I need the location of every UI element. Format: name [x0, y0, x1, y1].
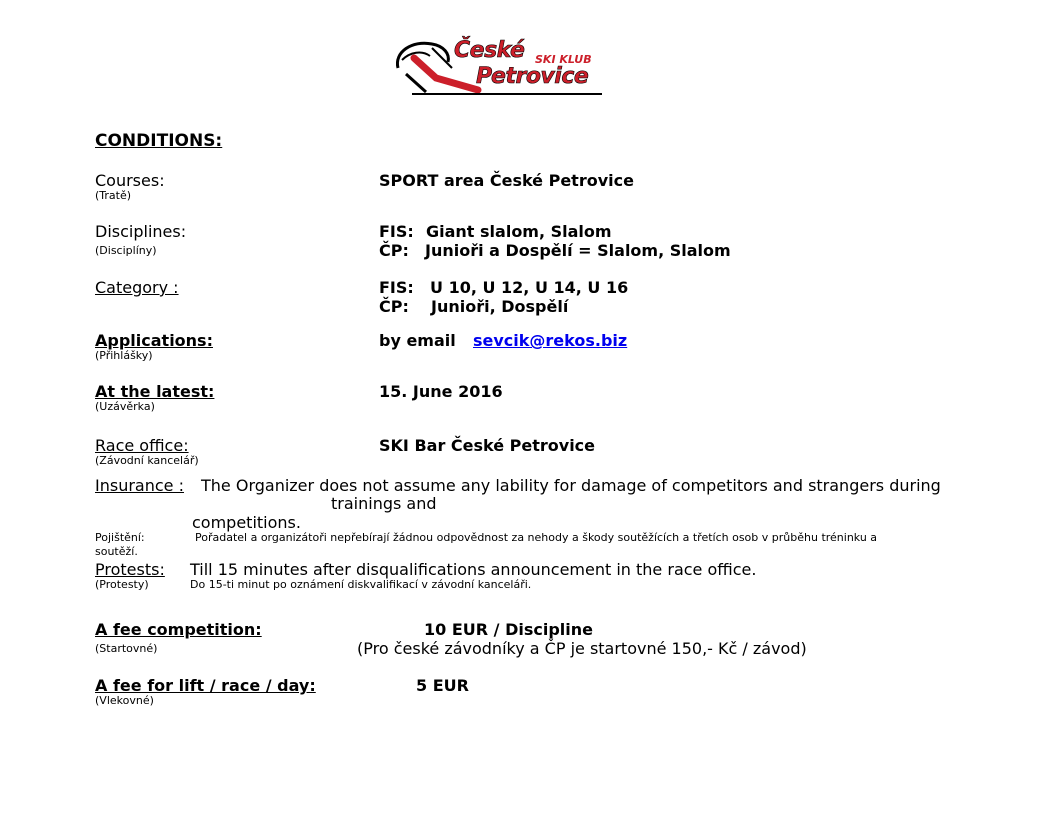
- applications-label: Applications:: [95, 331, 213, 350]
- fee-lift-sub: (Vlekovné): [95, 694, 154, 707]
- disciplines-cp: Junioři a Dospělí = Slalom, Slalom: [425, 241, 731, 260]
- insurance-cz-line1: Pořadatel a organizátoři nepřebírají žádnou odpovědnost za nehody a škody soutěžících a třetích osob v průběhu tréninku a: [195, 531, 878, 544]
- protests-cz-text: Do 15-ti minut po oznámení diskvalifikací v závodní kanceláři.: [190, 578, 532, 591]
- insurance-text-line1: The Organizer does not assume any lability for damage of competitors and strangers during: [201, 476, 941, 495]
- insurance-cz-label: Pojištění:: [95, 531, 145, 544]
- category-fis-prefix: FIS:: [379, 278, 414, 297]
- insurance-text-line2: trainings and: [331, 494, 437, 513]
- category-cp: Junioři, Dospělí: [431, 297, 569, 316]
- logo-badge: SKI KLUB: [535, 53, 592, 66]
- category-label: Category :: [95, 278, 179, 297]
- email-link[interactable]: sevcik@rekos.biz: [473, 331, 628, 350]
- disciplines-sub: (Disciplíny): [95, 244, 157, 257]
- protests-label: Protests:: [95, 560, 165, 579]
- fee-lift-label: A fee for lift / race / day:: [95, 676, 316, 695]
- race-office-sub: (Závodní kancelář): [95, 454, 199, 467]
- courses-sub: (Tratě): [95, 189, 132, 202]
- category-fis: U 10, U 12, U 14, U 16: [430, 278, 629, 297]
- logo-line2: Petrovice: [476, 64, 589, 89]
- deadline-value: 15. June 2016: [379, 382, 503, 401]
- insurance-cz-line2: soutěží.: [95, 545, 138, 558]
- disciplines-cp-prefix: ČP:: [379, 241, 409, 260]
- race-office-label: Race office:: [95, 436, 189, 455]
- logo-line1: České: [454, 38, 525, 63]
- deadline-sub: (Uzávěrka): [95, 400, 155, 413]
- protests-text: Till 15 minutes after disqualifications announcement in the race office.: [190, 560, 757, 579]
- fee-competition-note: (Pro české závodníky a ČP je startovné 150,- Kč / závod): [357, 639, 807, 658]
- fee-competition-label: A fee competition:: [95, 620, 262, 639]
- disciplines-fis: Giant slalom, Slalom: [426, 222, 612, 241]
- applications-prefix: by email: [379, 331, 456, 350]
- race-office-value: SKI Bar České Petrovice: [379, 436, 596, 455]
- page-title: CONDITIONS:: [95, 131, 223, 151]
- disciplines-label: Disciplines:: [95, 222, 187, 241]
- fee-competition-sub: (Startovné): [95, 642, 158, 655]
- category-cp-prefix: ČP:: [379, 297, 409, 316]
- courses-value: SPORT area České Petrovice: [379, 171, 634, 190]
- deadline-label: At the latest:: [95, 382, 215, 401]
- ski-club-logo: [392, 38, 606, 98]
- disciplines-fis-prefix: FIS:: [379, 222, 414, 241]
- protests-sub: (Protesty): [95, 578, 149, 591]
- courses-label: Courses:: [95, 171, 165, 190]
- fee-lift-value: 5 EUR: [416, 676, 469, 695]
- insurance-label: Insurance :: [95, 476, 184, 495]
- insurance-text-line3: competitions.: [192, 513, 301, 532]
- applications-sub: (Přihlášky): [95, 349, 153, 362]
- fee-competition-value: 10 EUR / Discipline: [424, 620, 593, 639]
